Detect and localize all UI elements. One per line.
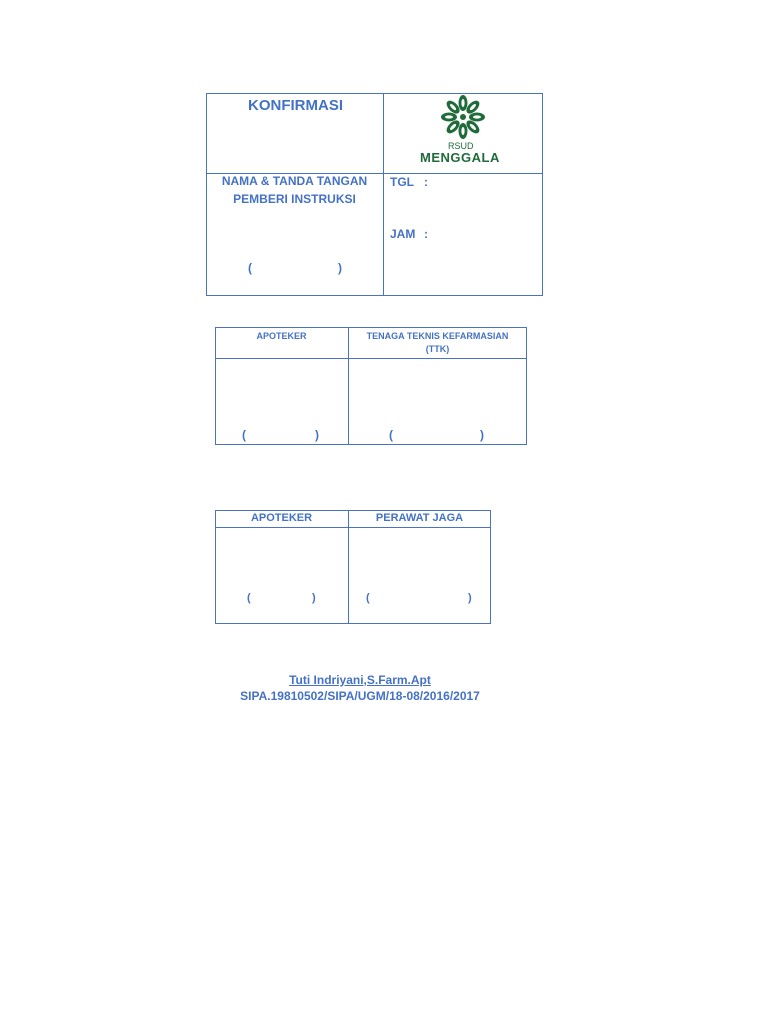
nurse-table-col2-header: PERAWAT JAGA bbox=[375, 512, 464, 524]
ttk-table-header-divider bbox=[215, 358, 527, 359]
time-label: JAM bbox=[390, 227, 416, 241]
confirmation-box-divider bbox=[383, 93, 384, 296]
time-colon: : bbox=[424, 227, 428, 241]
date-label: TGL bbox=[390, 175, 414, 189]
ttk-col1-sig-close: ) bbox=[315, 428, 319, 442]
nurse-table-header-divider bbox=[215, 527, 491, 528]
nurse-table-col1-header: APOTEKER bbox=[250, 512, 313, 524]
ttk-col1-sig-open: ( bbox=[242, 428, 246, 442]
ttk-table-col2-header-line1: TENAGA TEKNIS KEFARMASIAN bbox=[366, 331, 509, 341]
logo-line-rsud: RSUD bbox=[448, 141, 474, 151]
ttk-table-col2-header-line2: (TTK) bbox=[425, 344, 450, 354]
pharmacist-name: Tuti Indriyani,S.Farm.Apt bbox=[289, 673, 431, 687]
ttk-col2-sig-open: ( bbox=[389, 428, 393, 442]
nurse-col2-sig-close: ) bbox=[468, 592, 472, 604]
nurse-col1-sig-close: ) bbox=[312, 592, 316, 604]
leaf-cluster-icon bbox=[420, 94, 520, 140]
instructor-signature-close: ) bbox=[338, 261, 342, 275]
confirmation-title: KONFIRMASI bbox=[248, 97, 343, 114]
instructor-signature-open: ( bbox=[248, 261, 252, 275]
instructor-label-line1: NAMA & TANDA TANGAN bbox=[221, 174, 368, 188]
nurse-col1-sig-open: ( bbox=[247, 592, 251, 604]
instructor-label-line2: PEMBERI INSTRUKSI bbox=[233, 192, 356, 206]
pharmacist-license: SIPA.19810502/SIPA/UGM/18-08/2016/2017 bbox=[240, 689, 480, 703]
logo-line-menggala: MENGGALA bbox=[420, 150, 500, 165]
ttk-col2-sig-close: ) bbox=[480, 428, 484, 442]
date-colon: : bbox=[424, 175, 428, 189]
hospital-logo bbox=[420, 94, 520, 166]
ttk-table-col1-header: APOTEKER bbox=[256, 331, 307, 341]
nurse-col2-sig-open: ( bbox=[366, 592, 370, 604]
